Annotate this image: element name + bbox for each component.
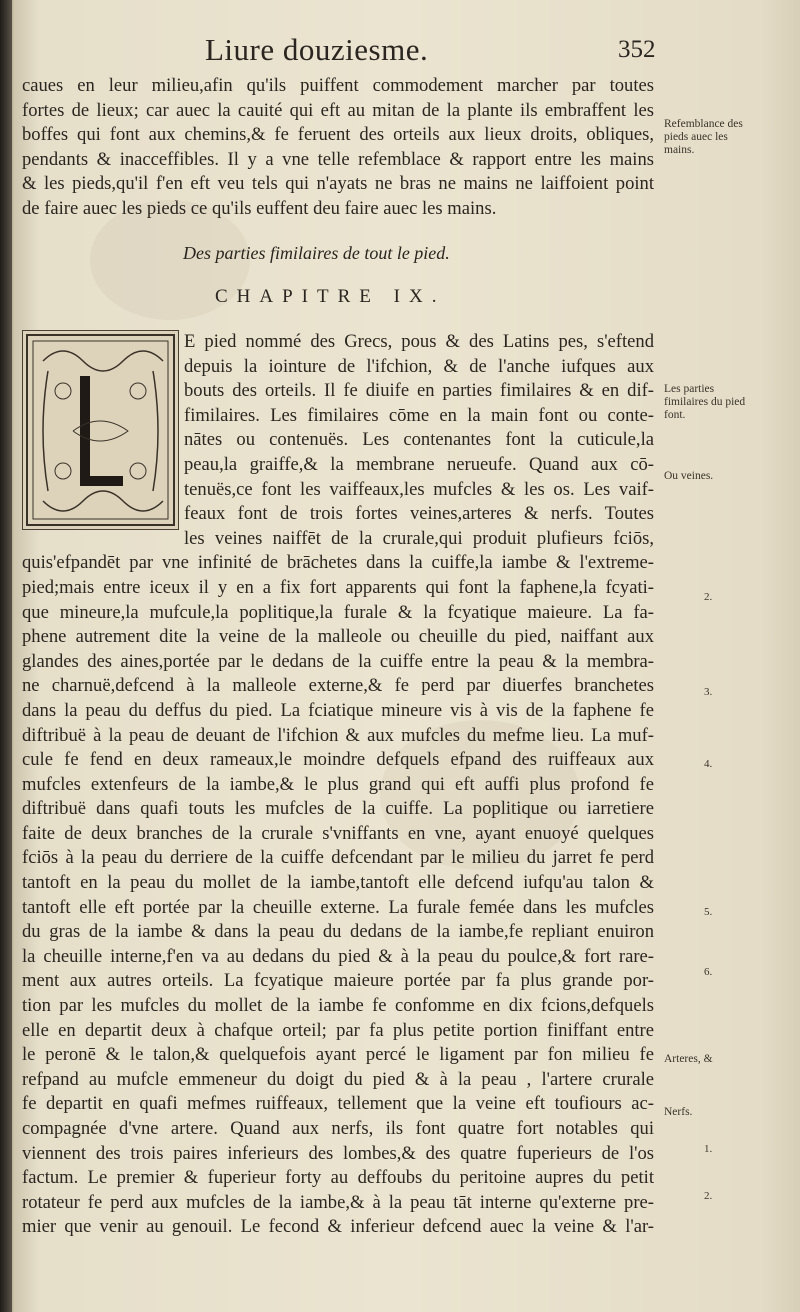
page-header	[40, 32, 660, 72]
text-line: caues en leur milieu,afin qu'ils puiffent commodement marcher par toutes	[22, 75, 654, 96]
text-line: la cheuille interne,f'en va au dedans du pied & à la peau du poulce,& fort rare-	[22, 945, 654, 967]
text-line: depuis la iointure de l'ifchion, & de l'anche iufques aux	[184, 355, 654, 377]
running-title: Liure douziesme.	[205, 32, 429, 67]
text-line: tantoft elle eft portée par la cheuille externe. La furale femée dans les mufcles	[22, 896, 654, 918]
text-line: mier que venir au genouil. Le fecond & inferieur defcend auec la veine & l'ar-	[22, 1216, 654, 1238]
chapter-paragraph	[22, 330, 654, 1240]
text-line: diftribuë à la peau de deuant de l'ifchion & aux mufcles du mefme lieu. La muf-	[22, 724, 654, 746]
text-line: le peronē & le talon,& quelquefois ayant percé le ligament par fon milieu fe	[22, 1044, 654, 1066]
text-line: tion par les mufcles du mollet de la iambe fe confomme en dix fcions,defquels	[22, 995, 654, 1017]
text-line: bouts des orteils. Il fe diuife en parties fimilaires & en dif-	[184, 380, 654, 402]
text-line: quis'efpandēt par vne infinité de brāchetes dans la cuiffe,la iambe & l'extreme-	[22, 552, 654, 574]
text-line: fimilaires. Les fimilaires cōme en la main font ou conte-	[184, 404, 654, 426]
text-line: dans la peau du deffus du pied. La fciatique mineure vis à vis de la faphene fe	[22, 699, 654, 721]
text-line: fciōs à la peau du derriere de la cuiffe defcendant par le milieu du jarret fe perd	[22, 847, 654, 869]
margin-marker: 4.	[704, 758, 713, 770]
margin-marker: 6.	[704, 966, 713, 978]
text-line: elle en departit deux à chafque orteil; par fa plus petite portion finiffant entre	[22, 1019, 654, 1041]
text-line: glandes des aines,portée par le dedans de la cuiffe entre la peau & la membra-	[22, 650, 654, 672]
text-line: nātes ou contenuës. Les contenantes font la cuticule,la	[184, 429, 654, 451]
text-line: les veines naiffēt de la crurale,qui produit plufieurs fciōs,	[184, 527, 654, 549]
text-line: factum. Le premier & fuperieur forty au deffoubs du peritoine aupres du petit	[22, 1167, 654, 1189]
text-line: feaux font de trois fortes veines,arteres & nerfs. Toutes	[184, 503, 654, 525]
margin-marker: 3.	[704, 686, 713, 698]
text-line: de faire auec les pieds ce qu'ils euffent deu faire auec les mains.	[22, 197, 497, 219]
margin-note: Ou veines.	[664, 470, 714, 482]
text-line: peau,la graiffe,& la membrane nerueufe. Quand aux cō-	[184, 453, 654, 475]
text-line: pendants & inacceffibles. Il y a vne telle refemblace & rapport entre les mains	[22, 148, 654, 170]
margin-marker: 1.	[704, 1143, 713, 1155]
intro-paragraph	[22, 74, 654, 222]
text-line: du gras de la iambe & dans la peau du dedans de la iambe,fe repliant enuiron	[22, 921, 654, 943]
text-line: refpand au mufcle emmeneur du doigt du pied & à la peau , l'artere crurale	[22, 1068, 654, 1090]
text-line: tenuës,ce font les vaiffeaux,les mufcles & les os. Les vaif-	[184, 478, 654, 500]
book-gutter	[0, 0, 12, 1312]
text-line: ne charnuë,defcend à la malleole externe,& fe perd par diuerfes branchetes	[22, 675, 654, 697]
margin-marker: 5.	[704, 906, 713, 918]
text-line: tantoft en la peau du mollet de la iambe,tantoft elle defcend iufqu'au talon &	[22, 872, 654, 894]
text-line: viennent des trois paires inferieurs des lombes,& des quatre fuperieurs de l'os	[22, 1142, 654, 1164]
margin-note: Refemblance des pieds auec les mains.	[664, 118, 743, 156]
text-line: fe departit en quafi mefmes ruiffeaux, tellement que la veine eft toufiours ac-	[22, 1093, 654, 1115]
margin-note: Arteres, &	[664, 1053, 713, 1065]
text-line: E pied nommé des Grecs, pous & des Latins pes, s'eftend	[184, 331, 654, 352]
margin-note: Nerfs.	[664, 1106, 693, 1118]
text-line: rotateur fe perd aux mufcles de la iambe,& à la peau tāt interne qu'externe pre-	[22, 1191, 654, 1213]
chapter-heading: CHAPITRE IX.	[215, 286, 446, 307]
margin-marker: 2.	[704, 591, 713, 603]
text-line: ment aux autres orteils. La fcyatique maieure portée par fa plus grande por-	[22, 970, 654, 992]
text-line: compagnée d'vne artere. Quand aux nerfs, ils font quatre fort notables qui	[22, 1118, 654, 1139]
text-line: & les pieds,qu'il f'en eft veu tels qui n'ayats ne bras ne mains ne laiffoient point	[22, 173, 654, 195]
text-line: pied;mais entre iceux il y en a fix fort apparents qui font la faphene,la fcyati-	[22, 576, 654, 598]
text-line: diftribuë dans quafi touts les mufcles de la cuiffe. La poplitique ou iarretiere	[22, 798, 654, 820]
text-line: fortes de lieux; car auec la cauité qui eft au mitan de la plante ils embraffent les	[22, 99, 654, 121]
margin-notes	[660, 0, 800, 1312]
text-line: faite de deux branches de la crurale s'vniffants en vne, ayant enuoyé quelques	[22, 822, 654, 844]
section-title: Des parties fimilaires de tout le pied.	[183, 243, 450, 263]
margin-marker: 2.	[704, 1190, 713, 1202]
text-line: cule fe fend en deux rameaux,le moindre defquels efpand des ruiffeaux aux	[22, 749, 654, 771]
page-number: 352	[618, 36, 656, 63]
text-line: phene autrement dite la veine de la malleole ou cheuille du pied, naiffant aux	[22, 626, 654, 648]
text-line: mufcles extenfeurs de la iambe,& le plus grand qui eft auffi plus profond fe	[22, 773, 654, 795]
text-line: que mineure,la mufcule,la poplitique,la furale & la fcyatique maieure. La fa-	[22, 601, 654, 623]
text-line: boffes qui font aux chemins,& fe feruent des orteils aux lieux droits, obliques,	[22, 124, 654, 146]
margin-note: Les parties fimilaires du pied font.	[664, 383, 746, 421]
